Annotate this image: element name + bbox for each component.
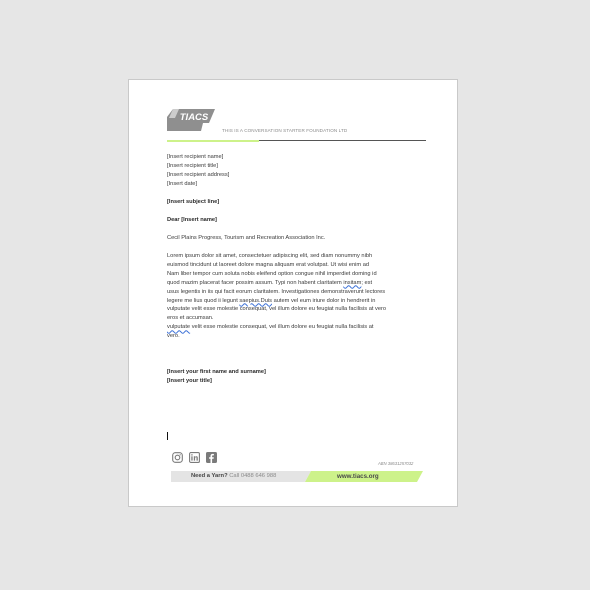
paragraph-line: vero. (167, 333, 180, 340)
yarn-phone: Call 0488 646 988 (229, 473, 277, 479)
letter-body[interactable] (167, 153, 429, 386)
subject-line: [Insert subject line] (167, 199, 220, 205)
organisation-name: Cecil Plains Progress, Tourism and Recreation Association Inc. (167, 235, 326, 241)
facebook-icon (206, 452, 217, 463)
text-cursor[interactable] (167, 432, 168, 440)
paragraph-line: vulputate velit esse molestie consequat, vel illum dolore eu feugiat nulla facilisis at (167, 324, 374, 331)
logo-text: TIACS (179, 112, 209, 123)
linkedin-icon (189, 452, 200, 463)
yarn-helpline (191, 473, 276, 479)
header-accent-bar (167, 140, 259, 142)
spelling-flag[interactable]: vulputate (167, 324, 191, 331)
abn-number: ABN 38631257032 (378, 461, 414, 466)
tiacs-logo (167, 109, 215, 131)
paragraph-line: vulputate velit esse molestie consequat, vel illum dolore eu feugiat nulla facilisis at vero (167, 306, 387, 313)
paragraph-line: Lorem ipsum dolor sit amet, consectetuer adipiscing elit, sed diam nonummy nibh (167, 253, 373, 259)
recipient-title: [Insert recipient title] (167, 163, 218, 169)
paragraph-line: quod mazim placerat facer possim assum. Typi non habent claritatem insitam; est (167, 279, 373, 286)
paragraph-line: legere me lius quod ii legunt saepius.Duis autem vel eum iriure dolor in hendrerit in (167, 297, 376, 304)
letter-date: [Insert date] (167, 181, 198, 187)
spelling-flag[interactable]: insitam (343, 279, 362, 286)
paragraph-line: eros et accumsan. (167, 315, 214, 322)
paragraph-line: Nam liber tempor cum soluta nobis eleifend option congue nihil imperdiet doming id (167, 270, 377, 277)
tagline: THIS IS A CONVERSATION STARTER FOUNDATION LTD (222, 128, 348, 133)
spelling-flag[interactable]: saepius.Duis (239, 297, 272, 304)
recipient-name: [Insert recipient name] (167, 154, 224, 160)
letter-page[interactable] (128, 79, 458, 507)
paragraph-line: euismod tincidunt ut laoreet dolore magna aliquam erat volutpat. Ut wisi enim ad (167, 261, 370, 268)
yarn-question: Need a Yarn? (191, 473, 228, 479)
website-url[interactable]: www.tiacs.org (337, 473, 379, 480)
recipient-address: [Insert recipient address] (167, 172, 230, 178)
salutation: Dear [Insert name] (167, 217, 217, 223)
paragraph-line: usus legentis in iis qui facit eorum claritatem. Investigationes demonstraverunt lectores (167, 288, 386, 295)
signoff-name: [Insert your first name and surname] (167, 369, 266, 376)
instagram-icon (172, 452, 183, 463)
body-paragraph (167, 252, 429, 341)
signoff-title: [Insert your title] (167, 378, 212, 385)
